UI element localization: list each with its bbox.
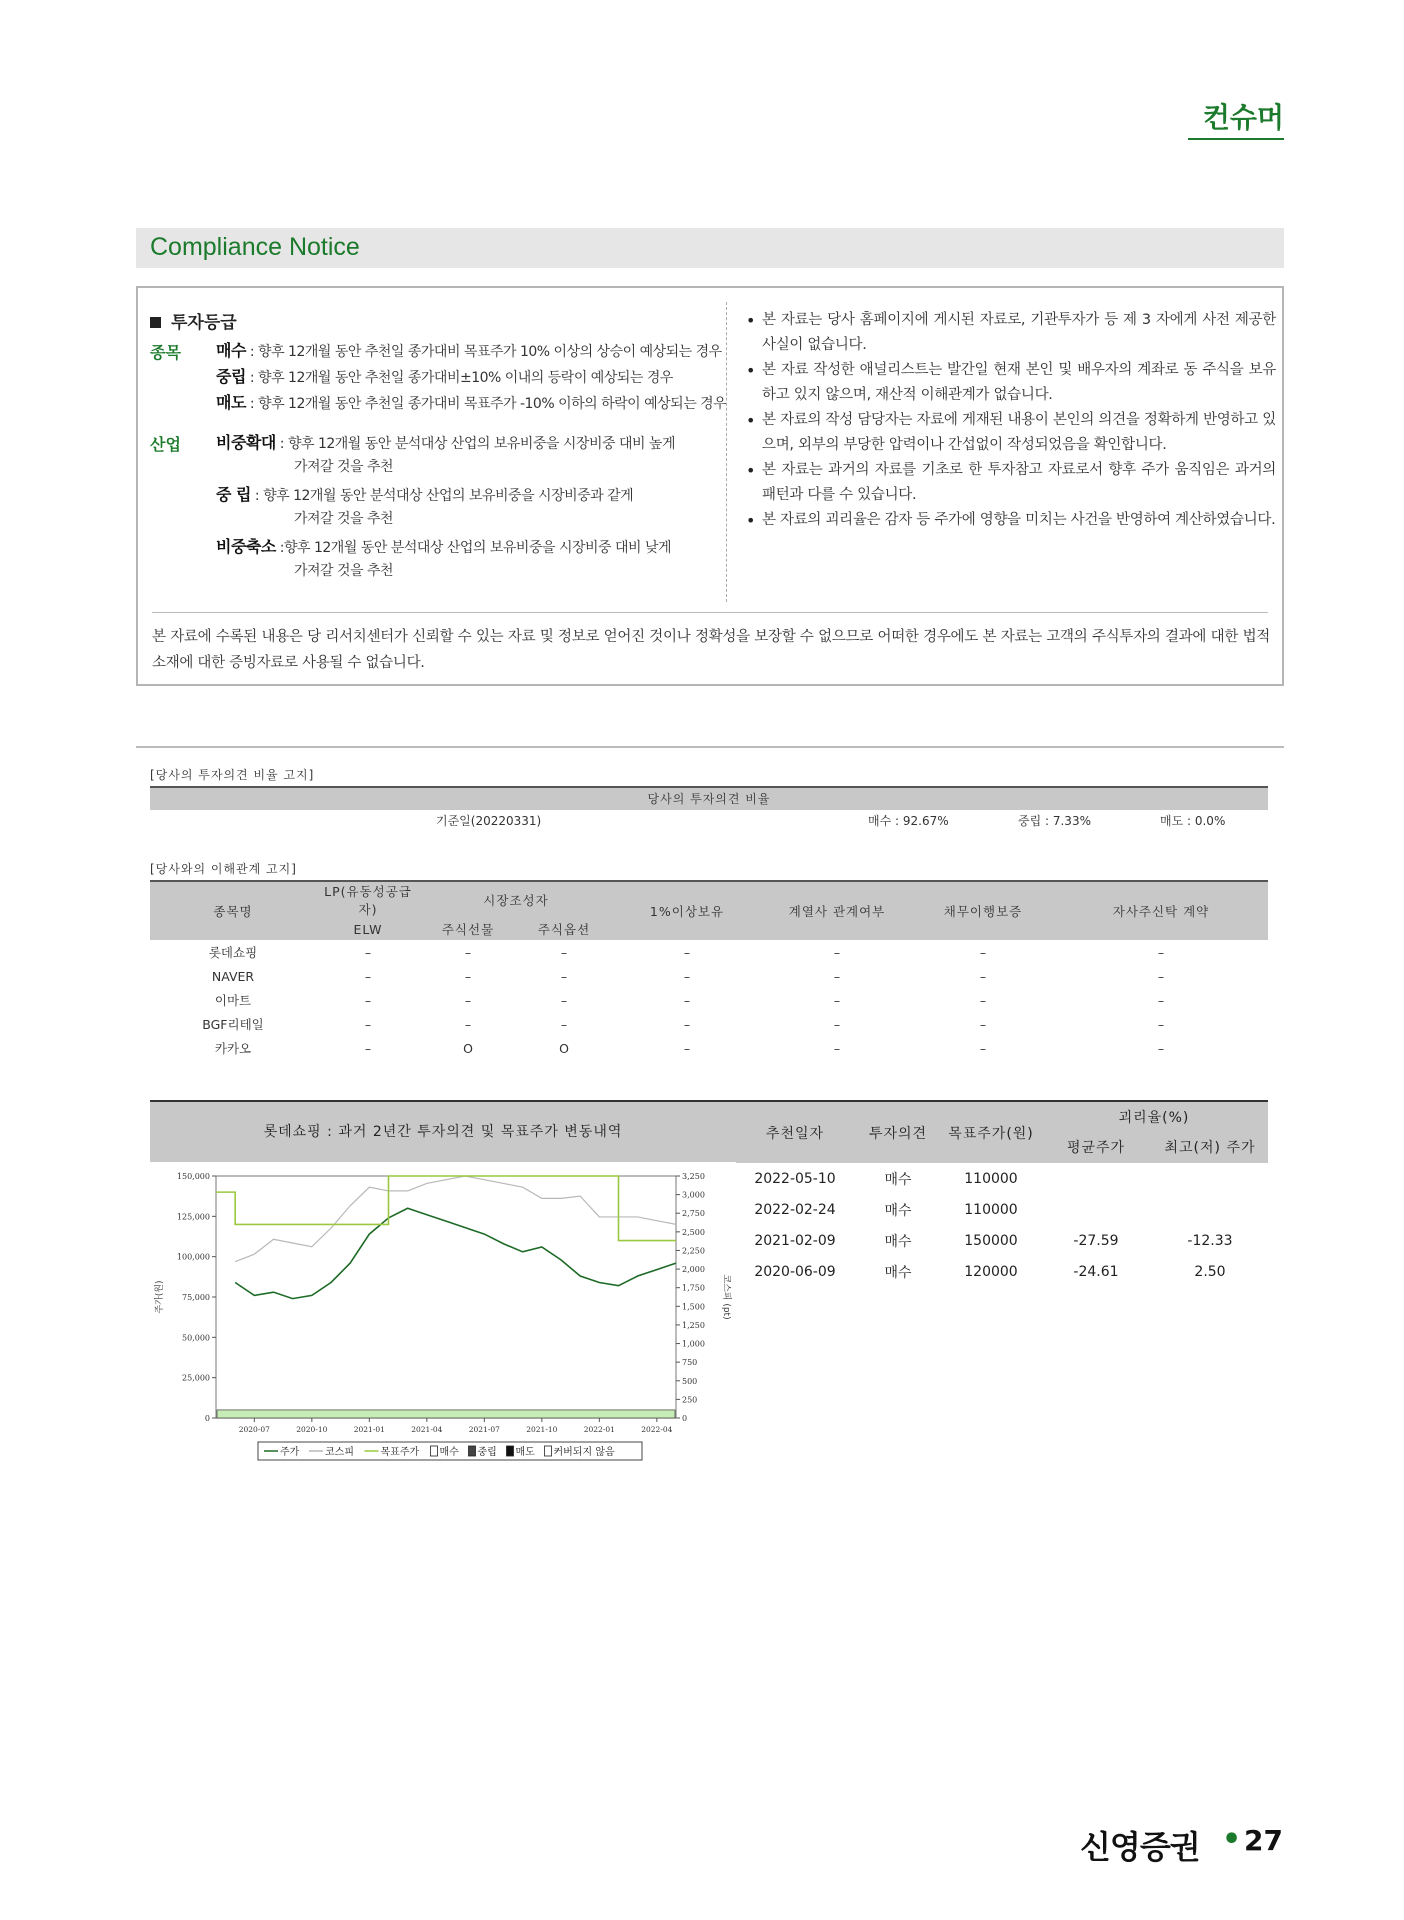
y2-tick-label: 1,000 [682,1339,705,1349]
y-tick-label: 25,000 [182,1373,210,1383]
compliance-title-bar [136,228,1284,268]
table-row: BGF리테일 – – – – – – – [202,1016,1165,1032]
column-divider [726,302,727,602]
sector-underline [1188,138,1284,140]
table-row: 2020-06-09 매수 120000 -24.61 2.50 [754,1263,1226,1281]
industry-line-neutral-cont: 가져갈 것을 추천 [294,511,394,527]
legend-swatch [431,1446,438,1456]
col-stock-name: 종목명 [150,881,316,940]
y2-tick-label: 750 [682,1358,698,1368]
ratio-buy: 매수 : 92.67% [868,814,949,828]
table-row: 롯데쇼핑 – – – – – – – [208,944,1165,960]
ratio-base-date: 기준일(20220331) [436,814,542,828]
y-tick-label: 150,000 [176,1172,210,1181]
footer-brand: 신영증권 [1080,1828,1200,1866]
table-row: NAVER – – – – – – – [211,968,1165,984]
col-opinion: 투자의견 [854,1101,942,1163]
table-row: 2022-02-24 매수 110000 [754,1201,1018,1219]
industry-line-underweight-cont: 가져갈 것을 추천 [294,563,394,579]
notice-bullet: • 본 자료의 괴리율은 감자 등 주가에 영향을 미치는 사건을 반영하여 계산하였습니다. [746,508,1276,533]
square-bullet-icon [150,317,161,328]
footer-dot-icon: • [1222,1822,1242,1857]
col-lp: LP(유동성공급자) [316,881,420,918]
x-tick-label: 2022-04 [641,1425,673,1434]
notice-bullet: • 본 자료는 과거의 자료를 기초로 한 투자참고 자료로서 향후 주가 움직임은 과거의 패턴과 다를 수 있습니다. [746,458,1276,508]
ratio-sell: 매도 : 0.0% [1160,814,1226,828]
relation-table [150,880,1268,1060]
legend-label: 매도 [515,1447,535,1458]
industry-line-neutral: 중 립 : 향후 12개월 동안 분석대상 산업의 보유비중을 시장비중과 같게 [216,485,634,504]
y2-tick-label: 2,750 [682,1209,705,1219]
compliance-title: Compliance Notice [150,233,360,261]
sector-tag: 컨슈머 [1202,101,1284,134]
legend-swatch [469,1446,476,1456]
notice-bullet: • 본 자료의 작성 담당자는 자료에 게재된 내용이 본인의 의견을 정확하게 반영하고 있으며, 외부의 부당한 압력이나 간섭없이 작성되었음을 확인합니다. [746,408,1276,458]
y-tick-label: 50,000 [182,1333,210,1343]
col-target: 목표주가(원) [942,1101,1040,1163]
col-avg-price: 평균주가 [1040,1131,1152,1163]
col-gap: 괴리율(%) [1040,1101,1268,1131]
notice-bullet: • 본 자료 작성한 애널리스트는 발간일 현재 본인 및 배우자의 계좌로 동 주식을 보유하고 있지 않으며, 재산적 이해관계가 없습니다. [746,358,1276,408]
industry-line-underweight: 비중축소 :향후 12개월 동안 분석대상 산업의 보유비중을 시장비중 대비 낮게 [216,537,672,556]
col-guarantee: 채무이행보증 [912,881,1054,940]
grade-header: 투자등급 [150,308,237,333]
grade-line-sell: 매도 : 향후 12개월 동안 추천일 종가대비 목표주가 -10% 이하의 하락이 예상되는 경우 [216,393,727,412]
col-affiliate: 계열사 관계여부 [762,881,912,940]
col-market-maker: 시장조성자 [420,881,612,918]
x-tick-label: 2020-07 [238,1425,270,1434]
y2-tick-label: 1,500 [682,1302,705,1312]
plot-frame [216,1176,676,1418]
col-high-price: 최고(저) 주가 [1152,1131,1268,1163]
ratio-header: 당사의 투자의견 비율 [150,786,1268,810]
table-row: 카카오 – O O – – – – [214,1040,1165,1056]
col-ownership: 1%이상보유 [612,881,762,940]
opinion-band-buy [217,1410,675,1418]
ratio-section-label: [당사의 투자의견 비율 고지] [150,768,315,782]
notice-divider [152,612,1268,613]
col-options: 주식옵션 [516,918,612,940]
chart-title: 롯데쇼핑 : 과거 2년간 투자의견 및 목표주가 변동내역 [150,1100,736,1162]
y-tick-label: 75,000 [182,1293,210,1302]
y-tick-label: 125,000 [176,1212,210,1222]
x-tick-label: 2021-04 [411,1425,443,1434]
x-tick-label: 2021-10 [526,1425,558,1434]
y2-tick-label: 0 [682,1414,688,1423]
y2-tick-label: 1,750 [682,1283,705,1293]
y-axis-label: 주가(원) [155,1280,165,1314]
price-target-chart [150,1162,736,1484]
x-tick-label: 2020-10 [296,1425,328,1434]
industry-category-label: 산업 [150,435,181,454]
col-elw: ELW [316,918,420,940]
y2-tick-label: 250 [682,1395,698,1405]
legend-label: 목표주가 [380,1447,420,1458]
legend-swatch [507,1446,514,1456]
y2-tick-label: 2,250 [682,1246,705,1256]
y-tick-label: 100,000 [176,1252,210,1262]
table-row: 이마트 – – – – – – – [214,992,1165,1008]
col-futures: 주식선물 [420,918,516,940]
col-trust: 자사주신탁 계약 [1054,881,1268,940]
x-tick-label: 2022-01 [583,1425,615,1434]
col-date: 추천일자 [736,1101,854,1163]
notice-bullet: • 본 자료는 당사 홈페이지에 게시된 자료로, 기관투자가 등 제 3 자에게 사전 제공한 사실이 없습니다. [746,308,1276,358]
legend-label: 커버되지 않음 [553,1447,615,1458]
y2-tick-label: 2,500 [682,1227,705,1237]
legend-label: 주가 [280,1447,300,1458]
y-tick-label: 0 [204,1414,210,1423]
ratio-neutral: 중립 : 7.33% [1018,814,1091,828]
grade-line-buy: 매수 : 향후 12개월 동안 추천일 종가대비 목표주가 10% 이상의 상승이 예상되는 경우 [216,341,722,360]
y2-tick-label: 1,250 [682,1320,705,1330]
grade-line-neutral: 중립 : 향후 12개월 동안 추천일 종가대비±10% 이내의 등락이 예상되는 경우 [216,367,673,386]
y2-tick-label: 3,000 [682,1190,705,1200]
legend-label: 코스피 [325,1447,354,1458]
section-separator [136,746,1284,748]
y2-tick-label: 500 [682,1376,698,1386]
y2-axis-label: 코스피 (pt) [721,1274,731,1320]
notice-bullet-list [746,308,1276,533]
legend-label: 중립 [477,1447,497,1458]
price-chart-panel [150,1100,736,1484]
opinion-history-table [736,1100,1268,1287]
x-tick-label: 2021-01 [353,1425,385,1434]
y2-tick-label: 2,000 [682,1265,705,1275]
industry-line-overweight-cont: 가져갈 것을 추천 [294,459,394,475]
table-row: 2022-05-10 매수 110000 [754,1170,1018,1188]
compliance-box [136,286,1284,686]
y2-tick-label: 3,250 [682,1172,705,1181]
legend-label: 매수 [439,1447,459,1458]
legend-swatch [545,1446,552,1456]
disclaimer-text: 본 자료에 수록된 내용은 당 리서치센터가 신뢰할 수 있는 자료 및 정보로 얻어진 것이나 정확성을 보장할 수 없으므로 어떠한 경우에도 본 자료는 고객의 주식투자의 결과에 대한 법적 소재에 대한 증빙자료로 사용될 수 없습니다. [152,629,1270,671]
page-number: 27 [1244,1824,1283,1857]
stock-category-label: 종목 [150,343,181,362]
relation-section-label: [당사와의 이해관계 고지] [150,862,297,876]
x-tick-label: 2021-07 [468,1425,500,1434]
table-row: 2021-02-09 매수 150000 -27.59 -12.33 [754,1232,1233,1250]
industry-line-overweight: 비중확대 : 향후 12개월 동안 분석대상 산업의 보유비중을 시장비중 대비 높게 [216,433,675,452]
